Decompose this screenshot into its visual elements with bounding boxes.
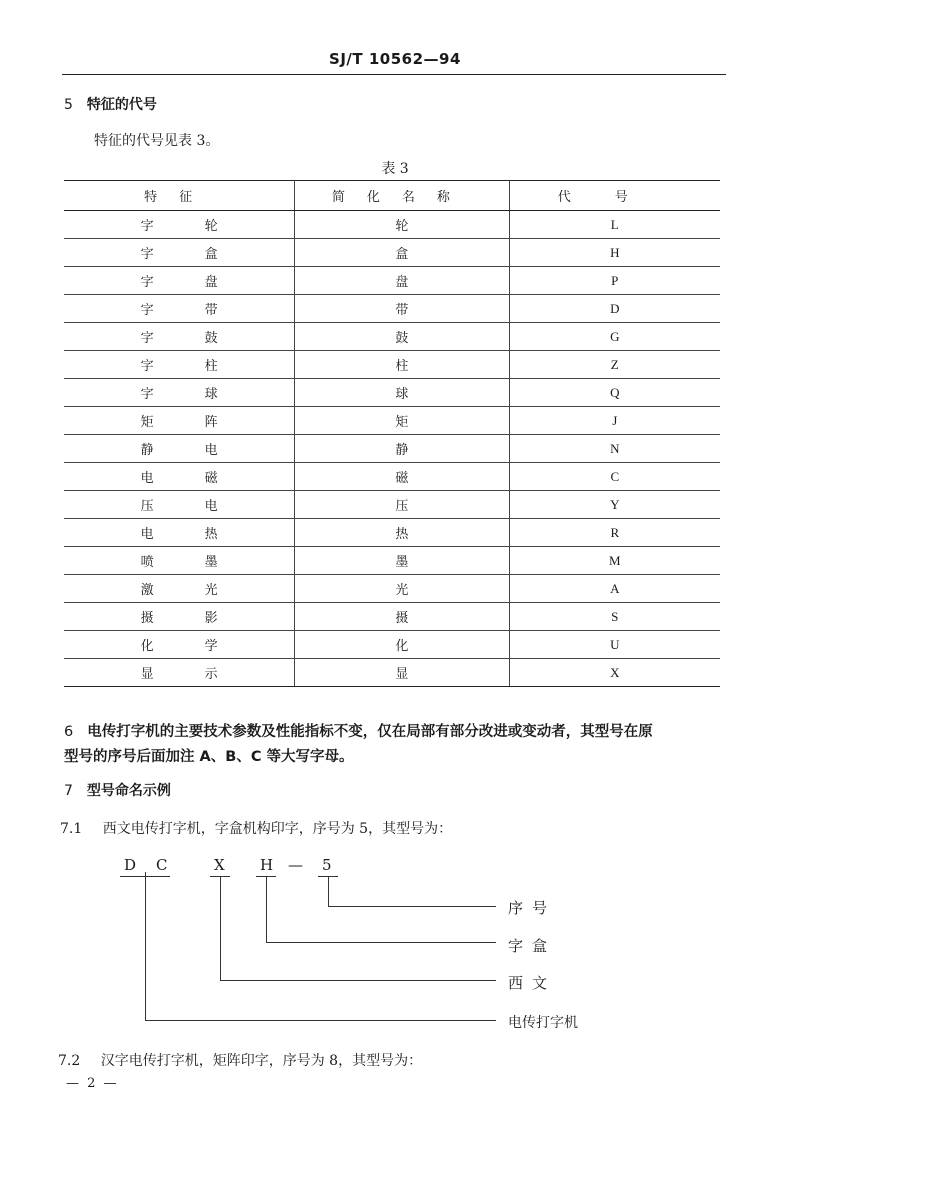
example-7-1-text: 西文电传打字机，字盒机构印字，序号为 5，其型号为： — [102, 821, 453, 837]
code-dash: — — [288, 856, 303, 874]
cell-feature: 压 电 — [64, 491, 295, 519]
connector-5-vertical — [328, 876, 329, 906]
code-letter-d: D — [124, 856, 137, 874]
cell-code: Q — [509, 379, 720, 407]
cell-short-name: 显 — [295, 659, 509, 687]
section-6-line2: 型号的序号后面加注 A、B、C 等大写字母。 — [64, 749, 354, 765]
table-row — [64, 575, 720, 603]
table-row — [64, 351, 720, 379]
cell-code: A — [509, 575, 720, 603]
label-teleprinter: 电传打字机 — [508, 1015, 578, 1031]
section-6-text-1: 电传打字机的主要技术参数及性能指标不变，仅在局部有部分改进或变动者，其型号在原 — [87, 724, 653, 740]
cell-short-name: 磁 — [295, 463, 509, 491]
cell-feature: 字 带 — [64, 295, 295, 323]
section-7-heading — [64, 780, 171, 800]
section-5-text: 特征的代号见表 3。 — [94, 133, 220, 149]
cell-short-name: 摄 — [295, 603, 509, 631]
cell-short-name: 带 — [295, 295, 509, 323]
cell-short-name: 盘 — [295, 267, 509, 295]
cell-feature: 电 热 — [64, 519, 295, 547]
col-header-code: 代号 — [509, 181, 720, 211]
leader-western — [220, 980, 496, 981]
cell-feature: 字 轮 — [64, 211, 295, 239]
table-caption: 表 3 — [381, 161, 409, 177]
example-7-1-number: 7.1 — [60, 821, 83, 837]
leader-teleprinter — [145, 1020, 496, 1021]
cell-short-name: 球 — [295, 379, 509, 407]
connector-h-vertical — [266, 876, 267, 942]
table-row — [64, 407, 720, 435]
cell-feature: 化 学 — [64, 631, 295, 659]
cell-code: U — [509, 631, 720, 659]
cell-code: S — [509, 603, 720, 631]
table-row — [64, 491, 720, 519]
cell-feature: 显 示 — [64, 659, 295, 687]
cell-feature: 喷 墨 — [64, 547, 295, 575]
cell-feature: 字 球 — [64, 379, 295, 407]
label-serial-number: 序号 — [508, 899, 557, 917]
section-5-title: 特征的代号 — [86, 97, 157, 113]
code-letter-h: H — [260, 856, 274, 874]
section-6-number: 6 — [64, 724, 74, 740]
cell-code: Y — [509, 491, 720, 519]
cell-feature: 摄 影 — [64, 603, 295, 631]
example-7-2-number: 7.2 — [58, 1053, 81, 1069]
cell-code: R — [509, 519, 720, 547]
cell-short-name: 热 — [295, 519, 509, 547]
table-row — [64, 603, 720, 631]
col-header-short-name: 简化名称 — [295, 181, 509, 211]
cell-code: L — [509, 211, 720, 239]
table-row — [64, 519, 720, 547]
cell-code: G — [509, 323, 720, 351]
cell-code: D — [509, 295, 720, 323]
cell-code: H — [509, 239, 720, 267]
cell-code: X — [509, 659, 720, 687]
col-header-feature: 特征 — [64, 181, 295, 211]
cell-short-name: 矩 — [295, 407, 509, 435]
table-row — [64, 211, 720, 239]
table-row — [64, 435, 720, 463]
cell-short-name: 轮 — [295, 211, 509, 239]
section-7-title: 型号命名示例 — [86, 783, 171, 799]
cell-code: N — [509, 435, 720, 463]
cell-code: Z — [509, 351, 720, 379]
example-7-2-text: 汉字电传打字机，矩阵印字，序号为 8，其型号为： — [100, 1053, 423, 1069]
cell-feature: 电 磁 — [64, 463, 295, 491]
code-letter-x: X — [214, 856, 225, 874]
cell-short-name: 压 — [295, 491, 509, 519]
section-5-heading — [64, 94, 157, 114]
cell-feature: 字 柱 — [64, 351, 295, 379]
standard-number: SJ/T 10562—94 — [329, 50, 461, 68]
example-7-2 — [58, 1050, 422, 1070]
label-western: 西文 — [508, 974, 557, 992]
cell-feature: 激 光 — [64, 575, 295, 603]
cell-code: C — [509, 463, 720, 491]
cell-code: J — [509, 407, 720, 435]
table-row — [64, 239, 720, 267]
table-row — [64, 547, 720, 575]
table-row — [64, 463, 720, 491]
cell-short-name: 墨 — [295, 547, 509, 575]
table-row — [64, 631, 720, 659]
cell-code: P — [509, 267, 720, 295]
header-rule — [62, 74, 726, 75]
cell-feature: 字 鼓 — [64, 323, 295, 351]
example-7-1 — [60, 818, 452, 838]
cell-short-name: 鼓 — [295, 323, 509, 351]
page-number: — 2 — — [66, 1076, 119, 1091]
cell-feature: 字 盘 — [64, 267, 295, 295]
cell-short-name: 盒 — [295, 239, 509, 267]
table-row — [64, 659, 720, 687]
table-row — [64, 379, 720, 407]
cell-short-name: 柱 — [295, 351, 509, 379]
section-6-line1 — [64, 720, 653, 741]
cell-feature: 矩 阵 — [64, 407, 295, 435]
section-5-number: 5 — [64, 97, 73, 113]
leader-type-box — [266, 942, 496, 943]
cell-short-name: 光 — [295, 575, 509, 603]
code-letter-c: C — [156, 856, 168, 874]
label-type-box: 字盒 — [508, 937, 557, 955]
table-row — [64, 267, 720, 295]
cell-feature: 字 盒 — [64, 239, 295, 267]
connector-dc-vertical — [145, 872, 146, 1020]
cell-short-name: 静 — [295, 435, 509, 463]
table-row — [64, 295, 720, 323]
connector-x-vertical — [220, 876, 221, 980]
cell-short-name: 化 — [295, 631, 509, 659]
code-number: 5 — [322, 856, 332, 874]
section-7-number: 7 — [64, 783, 73, 799]
cell-feature: 静 电 — [64, 435, 295, 463]
cell-code: M — [509, 547, 720, 575]
table-row — [64, 323, 720, 351]
feature-code-table — [64, 180, 720, 687]
leader-serial — [328, 906, 496, 907]
